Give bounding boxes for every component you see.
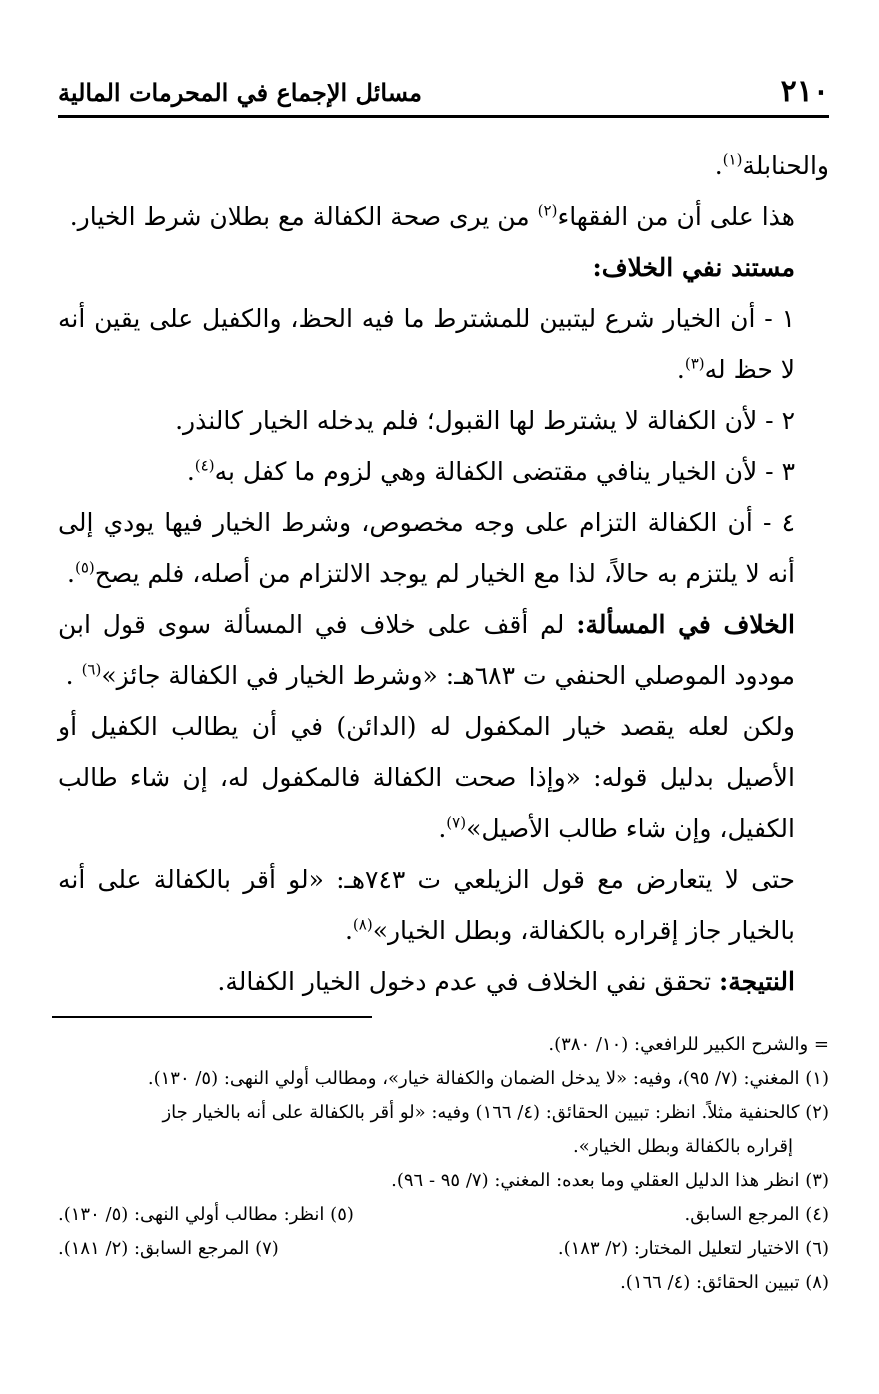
paragraph-6: ٤ - أن الكفالة التزام على وجه مخصوص، وشرط الخيار فيها يودي إلى أنه لا يلتزم به حالاً، لذا مع الخيار لم يوجد الالتزام من أصله، فلم يصح$^{(٥)}$. [58,508,795,588]
footnotes [58,1028,829,1300]
inline-label: النتيجة: [719,967,795,996]
inline-label: الخلاف في المسألة: [576,610,796,639]
paragraph-text: لم أقف على خلاف في المسألة سوى قول ابن مودود الموصلي الحنفي ت ٦٨٣هـ: «وشرط الخيار في الكفالة جائز» [58,610,795,690]
paragraph-text: ٢ - لأن الكفالة لا يشترط لها القبول؛ فلم يدخله الخيار كالنذر. [175,406,795,435]
paragraph-text: من يرى صحة الكفالة مع بطلان شرط الخيار. [69,202,530,231]
footnote-3: (٣) انظر هذا الدليل العقلي وما بعده: المغني: (٧/ ٩٥ - ٩٦). [391,1170,829,1191]
footnote-ref[interactable]: (٥) [74,558,95,577]
running-header [58,70,829,118]
paragraph-1: والحنابلة$^{(١)}$. [714,150,829,180]
footnote-ref[interactable]: (١) [722,150,743,169]
paragraph-3: ١ - أن الخيار شرع ليتبين للمشترط ما فيه الحظ، والكفيل على يقين أنه لا حظ له$^{(٣)}$. [58,304,795,384]
paragraph-4 [58,395,829,446]
footnote-6: (٦) الاختيار لتعليل المختار: (٢/ ١٨٣). [557,1238,829,1259]
paragraph-7: الخلاف في المسألة: لم أقف على خلاف في المسألة سوى قول ابن مودود الموصلي الحنفي ت ٦٨٣هـ: «وشرط الخيار في الكفالة جائز»$^{(٦)}$ . [58,610,796,690]
main-text [58,140,829,1007]
footnote-4: (٤) المرجع السابق. [684,1204,829,1225]
footnote-ref[interactable]: (٦) [81,660,102,679]
header-rule [58,115,829,118]
footnote-separator [52,1016,372,1018]
footnote-ref[interactable]: (٧) [446,813,467,832]
paragraph-text: ٣ - لأن الخيار ينافي مقتضى الكفالة وهي لزوم ما كفل به [214,457,795,486]
running-title: مسائل الإجماع في المحرمات المالية [58,78,422,107]
footnote-ref[interactable]: (٤) [194,456,215,475]
footnote-8: (٨) تبيين الحقائق: (٤/ ١٦٦). [620,1272,829,1293]
paragraph-5: ٣ - لأن الخيار ينافي مقتضى الكفالة وهي لزوم ما كفل به$^{(٤)}$. [186,456,795,486]
paragraph-text: ١ - أن الخيار شرع ليتبين للمشترط ما فيه الحظ، والكفيل على يقين أنه لا حظ له [58,304,795,384]
paragraph-9: حتى لا يتعارض مع قول الزيلعي ت ٧٤٣هـ: «لو أقر بالكفالة على أنه بالخيار جاز إقراره بالكفالة، وبطل الخيار»$^{(٨)}$. [58,865,795,945]
paragraph-text: هذا على أن من الفقهاء [557,202,795,231]
paragraph-10 [58,956,829,1007]
paragraph-text: تحقق نفي الخلاف في عدم دخول الخيار الكفالة. [217,967,712,996]
paragraph-text: ولكن لعله يقصد خيار المكفول له (الدائن) في أن يطالب الكفيل أو الأصيل بدليل قوله: «وإذا صحت الكفالة فالمكفول له، إن شاء طالب الكفيل، وإن شاء طالب الأصيل» [58,712,795,843]
footnote-ref[interactable]: (٨) [352,915,373,934]
footnote-row [58,1198,829,1232]
footnote-2: (٢) كالحنفية مثلاً. انظر: تبيين الحقائق: (٤/ ١٦٦) وفيه: «لو أقر بالكفالة على أنه بالخيار جاز [162,1102,829,1123]
footnote-ref[interactable]: (٣) [684,354,705,373]
page-number: ٢١٠ [780,74,829,109]
footnote-row [58,1232,829,1266]
paragraph-text: والحنابلة [742,151,829,180]
paragraph-text: ٤ - أن الكفالة التزام على وجه مخصوص، وشرط الخيار فيها يودي إلى أنه لا يلتزم به حالاً، لذا مع الخيار لم يوجد الالتزام من أصله، فلم يصح [58,508,795,588]
heading-text: مستند نفي الخلاف: [592,253,795,282]
footnote-7: (٧) المرجع السابق: (٢/ ١٨١). [58,1238,279,1259]
footnote-1: (١) المغني: (٧/ ٩٥)، وفيه: «لا يدخل الضمان والكفالة خيار»، ومطالب أولي النهى: (٥/ ١٣٠). [147,1068,829,1089]
paragraph-2 [58,191,829,242]
footnote-continuation: = والشرح الكبير للرافعي: (١٠/ ٣٨٠). [548,1034,829,1055]
footnote-ref[interactable]: (٢) [537,201,558,220]
paragraph-text: حتى لا يتعارض مع قول الزيلعي ت ٧٤٣هـ: «لو أقر بالكفالة على أنه بالخيار جاز إقراره بالكفالة، وبطل الخيار» [58,865,795,945]
paragraph-8: ولكن لعله يقصد خيار المكفول له (الدائن) في أن يطالب الكفيل أو الأصيل بدليل قوله: «وإذا صحت الكفالة فالمكفول له، إن شاء طالب الكفيل، وإن شاء طالب الأصيل»$^{(٧)}$. [58,712,795,843]
footnote-5: (٥) انظر: مطالب أولي النهى: (٥/ ١٣٠). [58,1204,354,1225]
section-heading [58,242,829,293]
footnote-2-continued: إقراره بالكفالة وبطل الخيار». [572,1136,793,1157]
